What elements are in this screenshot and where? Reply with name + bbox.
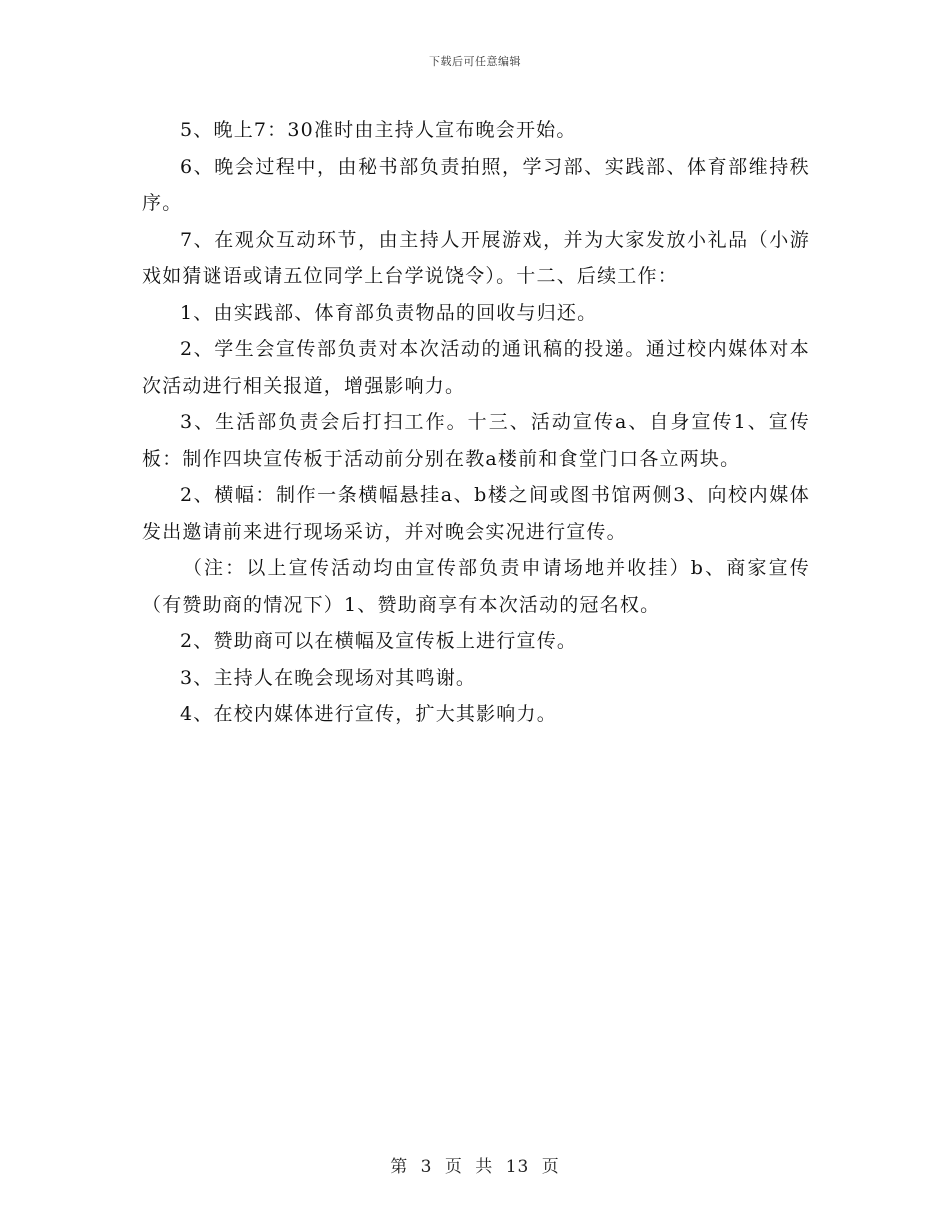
paragraph: 3、主持人在晚会现场对其鸣谢。 [180, 666, 477, 689]
paragraph: 5、晚上7：30准时由主持人宣布晚会开始。 [180, 119, 577, 141]
page-number-footer: 第 3 页 共 13 页 [390, 1157, 560, 1177]
paragraph: 6、晚会过程中，由秘书部负责拍照，学习部、实践部、体育部维持秩序。 [142, 155, 810, 214]
paragraph: 2、横幅：制作一条横幅悬挂a、b楼之间或图书馆两侧3、向校内媒体发出邀请前来进行现场采访，并对晚会实况进行宣传。 [142, 484, 810, 543]
paragraph: 7、在观众互动环节，由主持人开展游戏，并为大家发放小礼品（小游戏如猜谜语或请五位同学上台学说饶令）。十二、后续工作： [142, 228, 810, 287]
paragraph-note: （注：以上宣传活动均由宣传部负责申请场地并收挂）b、商家宣传（有赞助商的情况下）1、赞助商享有本次活动的冠名权。 [142, 557, 810, 616]
paragraph: 3、生活部负责会后打扫工作。十三、活动宣传a、自身宣传1、宣传板：制作四块宣传板于活动前分别在教a楼前和食堂门口各立两块。 [142, 411, 810, 470]
document-body [142, 112, 810, 733]
paragraph: 2、赞助商可以在横幅及宣传板上进行宣传。 [180, 630, 578, 652]
paragraph: 4、在校内媒体进行宣传，扩大其影响力。 [180, 703, 557, 725]
paragraph: 1、由实践部、体育部负责物品的回收与归还。 [180, 301, 598, 324]
page-header: 下载后可任意编辑 [429, 55, 521, 68]
paragraph: 2、学生会宣传部负责对本次活动的通讯稿的投递。通过校内媒体对本次活动进行相关报道，增强影响力。 [142, 338, 810, 397]
